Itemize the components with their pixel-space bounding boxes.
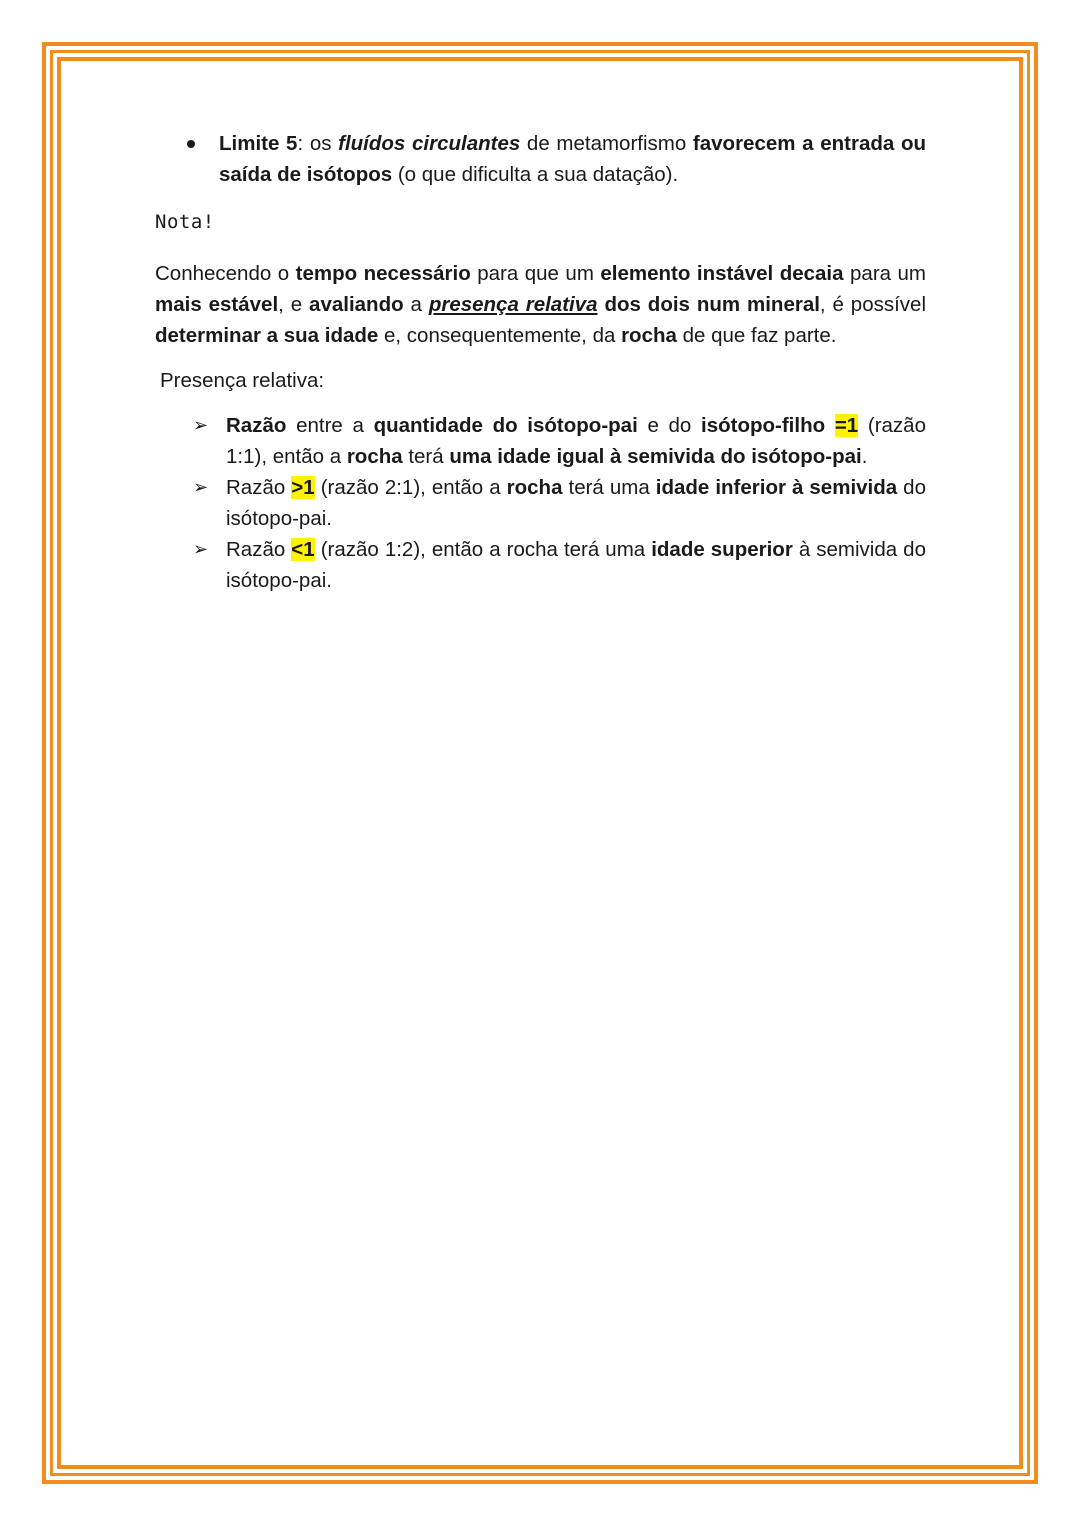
bullet-item-limit-5: Limite 5: os fluídos circulantes de metamorfismo favorecem a entrada ou saída de isótopos (o que dificulta a sua datação). [155,128,926,190]
document-content [155,128,926,596]
limit-label: Limite 5 [219,132,298,155]
bullet-dot-icon [187,140,195,148]
ratio-highlight: >1 [291,476,315,499]
arrow-bullet-icon: ➢ [193,415,209,435]
relative-presence-term: presença relativa [428,293,598,316]
list-item: ➢ Razão entre a quantidade do isótopo-pai e do isótopo-filho =1 (razão 1:1), então a rocha terá uma idade igual à semivida do isótopo-pai. [155,410,926,472]
ratio-list [155,410,926,596]
presence-heading: Presença relativa: [160,369,325,392]
note-heading: Nota! [155,211,215,233]
fluids-term: fluídos circulantes [338,132,521,155]
ratio-highlight: <1 [291,538,315,561]
ratio-highlight: =1 [834,414,859,437]
list-item: ➢ Razão >1 (razão 2:1), então a rocha terá uma idade inferior à semivida do isótopo-pai. [155,472,926,534]
explanation-paragraph: Conhecendo o tempo necessário para que um elemento instável decaia para um mais estável, e avaliando a presença relativa dos dois num mineral, é possível determinar a sua idade e, consequentemente, da rocha de que faz parte. [155,262,927,347]
list-item: ➢ Razão <1 (razão 1:2), então a rocha terá uma idade superior à semivida do isótopo-pai. [155,534,926,596]
arrow-bullet-icon: ➢ [193,477,209,497]
arrow-bullet-icon: ➢ [193,539,209,559]
